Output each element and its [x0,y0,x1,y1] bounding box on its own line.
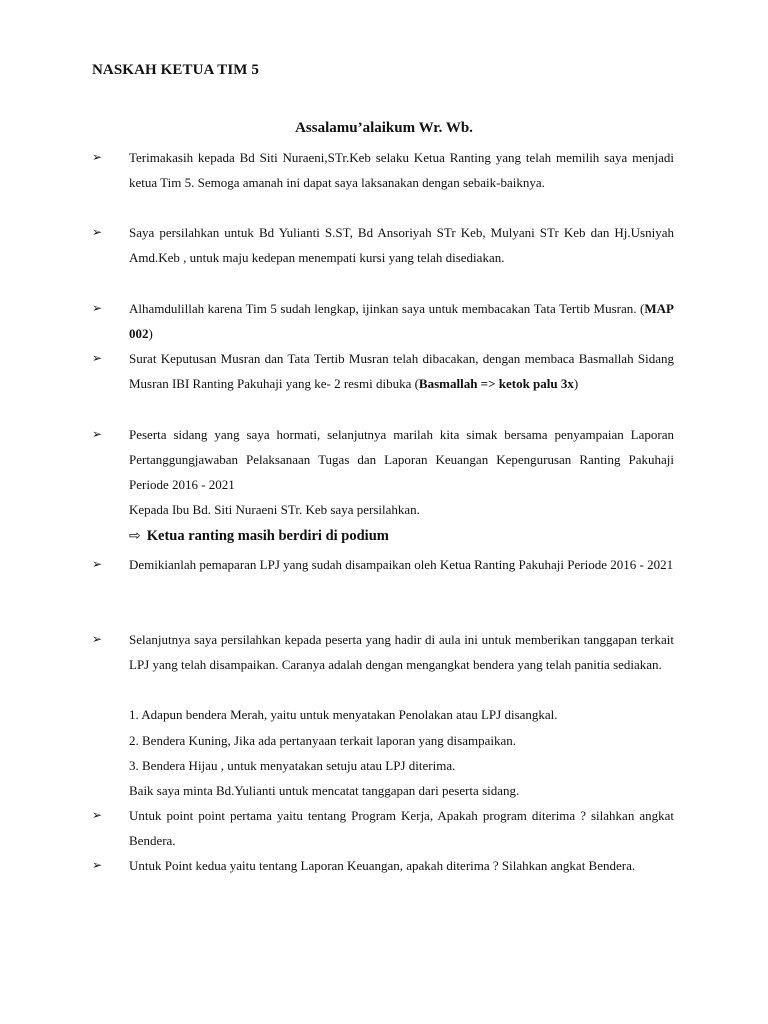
list-item-text: Saya persilahkan untuk Bd Yulianti S.ST, Bd Ansoriyah STr Keb, Mulyani STr Keb dan Hj.Usniyah Amd.Keb , untuk maju kedepan menempati kursi yang telah disediakan. [129,225,674,266]
list-item [92,220,674,270]
list-item-text: Selanjutnya saya persilahkan kepada peserta yang hadir di aula ini untuk memberikan tanggapan terkait LPJ yang telah disampaikan. Caranya adalah dengan mengangkat bendera yang telah panitia sediakan. [129,632,674,673]
text-run: Alhamdulillah karena Tim 5 sudah lengkap, ijinkan saya untuk membacakan Tata Tertib Musran. ( [129,301,645,316]
recorder-note: Baik saya minta Bd.Yulianti untuk mencatat tanggapan dari peserta sidang. [129,783,520,798]
list-item-text [129,296,674,346]
right-arrow-icon: ⇨ [129,528,141,544]
bold-run: Basmallah => ketok palu 3x [418,376,574,392]
list-item [92,627,674,677]
list-item-text: Terimakasih kepada Bd Siti Nuraeni,STr.Keb selaku Ketua Ranting yang telah memilih saya menjadi ketua Tim 5. Semoga amanah ini dapat saya laksanakan dengan sebaik-baiknya. [129,150,674,191]
list-item-text: Untuk Point kedua yaitu tentang Laporan Keuangan, apakah diterima ? Silahkan angkat Bendera. [129,858,636,873]
greeting: Assalamu’alaikum Wr. Wb. [295,120,473,136]
list-item-text [129,346,674,396]
list-item [92,296,674,346]
list-item [92,145,674,195]
arrow-bullet-icon: ➢ [92,808,103,822]
arrow-bullet-icon: ➢ [92,150,103,164]
document-title: NASKAH KETUA TIM 5 [92,62,259,78]
arrow-bullet-icon: ➢ [92,427,103,441]
flag-red-line: 1. Adapun bendera Merah, yaitu untuk menyatakan Penolakan atau LPJ disangkal. [129,707,558,722]
list-item [92,552,674,577]
flag-yellow-line: 2. Bendera Kuning, Jika ada pertanyaan terkait laporan yang disampaikan. [129,733,516,748]
arrow-bullet-icon: ➢ [92,632,103,646]
arrow-bullet-icon: ➢ [92,351,103,365]
list-item [92,803,674,853]
flag-green-line: 3. Bendera Hijau , untuk menyatakan setuju atau LPJ diterima. [129,758,456,773]
list-item [92,853,674,878]
podium-note-text: Ketua ranting masih berdiri di podium [146,528,389,544]
arrow-bullet-icon: ➢ [92,858,103,872]
list-item-text: Peserta sidang yang saya hormati, selanjutnya marilah kita simak bersama penyampaian Laporan Pertanggungjawaban Pelaksanaan Tugas dan Laporan Keuangan Kepengurusan Ranting Pakuhaji Periode 2016 - 2021 [129,427,674,493]
podium-note [129,524,389,549]
text-run: Surat Keputusan Musran dan Tata Tertib Musran telah dibacakan, dengan membaca Basmallah Sidang Musran IBI Ranting Pakuhaji yang ke- 2 resmi dibuka ( [129,351,674,392]
list-item [92,422,674,498]
text-run: ) [148,326,153,342]
invitation-line: Kepada Ibu Bd. Siti Nuraeni STr. Keb saya persilahkan. [129,502,420,517]
arrow-bullet-icon: ➢ [92,557,103,571]
bold-run: MAP 002 [129,301,674,342]
arrow-bullet-icon: ➢ [92,225,103,239]
list-item [92,346,674,396]
list-item-text: Demikianlah pemaparan LPJ yang sudah disampaikan oleh Ketua Ranting Pakuhaji Periode 2016 - 2021 [129,557,674,572]
list-item-text: Untuk point point pertama yaitu tentang Program Kerja, Apakah program diterima ? silahkan angkat Bendera. [129,808,674,849]
arrow-bullet-icon: ➢ [92,301,103,315]
text-run: ) [573,376,579,392]
